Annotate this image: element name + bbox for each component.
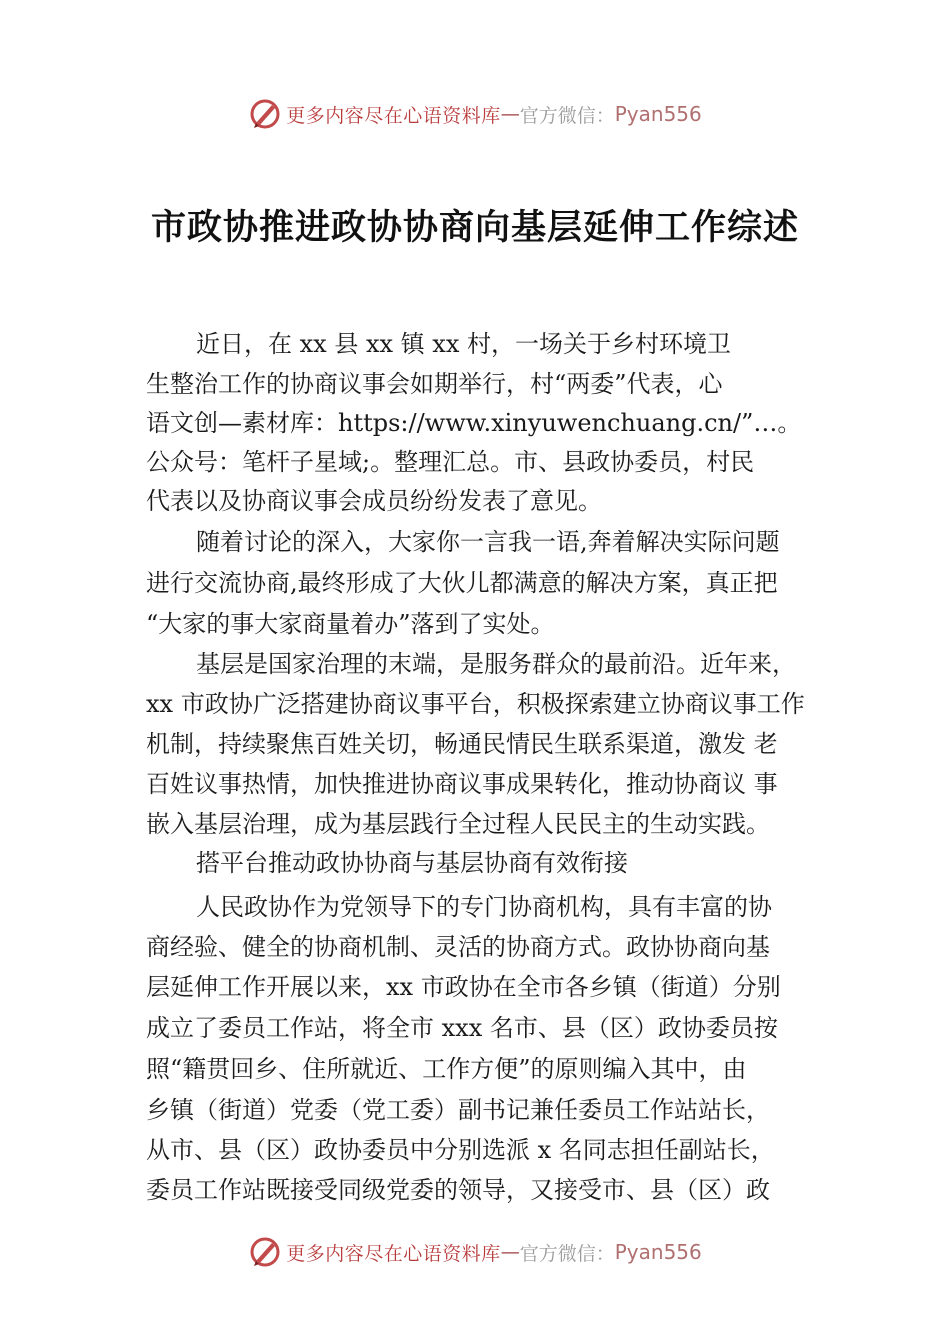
body-line: 委员工作站既接受同级党委的领导，又接受市、县（区）政 xyxy=(146,1176,770,1204)
body-line: 百姓议事热情，加快推进协商议事成果转化，推动协商议 事 xyxy=(146,770,778,798)
header-wechat-label: 官方微信： xyxy=(519,104,615,127)
body-line: 近日，在 xx 县 xx 镇 xx 村，一场关于乡村环境卫 xyxy=(196,330,731,358)
body-line: 乡镇（街道）党委（党工委）副书记兼任委员工作站站长， xyxy=(146,1096,770,1124)
body-line: 进行交流协商,最终形成了大伙儿都满意的解决方案，真正把 xyxy=(146,569,778,597)
header-site-text: 更多内容尽在心语资料库 xyxy=(286,104,501,127)
body-line: 基层是国家治理的末端，是服务群众的最前沿。近年来， xyxy=(196,650,796,678)
body-line: 成立了委员工作站，将全市 xxx 名市、县（区）政协委员按 xyxy=(146,1014,778,1042)
body-line: 代表以及协商议事会成员纷纷发表了意见。 xyxy=(146,487,602,515)
pen-logo-icon xyxy=(248,97,282,131)
body-line: 从市、县（区）政协委员中分别选派 x 名同志担任副站长， xyxy=(146,1136,775,1164)
footer-site-text: 更多内容尽在心语资料库 xyxy=(286,1242,501,1265)
body-line: xx 市政协广泛搭建协商议事平台，积极探索建立协商议事工作 xyxy=(146,690,805,718)
body-line: 公众号：笔杆子星域;。整理汇总。市、县政协委员，村民 xyxy=(146,448,755,476)
document-title: 市政协推进政协协商向基层延伸工作综述 xyxy=(150,207,799,248)
header-banner xyxy=(0,94,950,134)
body-line: 生整治工作的协商议事会如期举行，村“两委”代表，心 xyxy=(146,370,723,398)
pen-logo-icon xyxy=(248,1235,282,1269)
footer-banner xyxy=(0,1232,950,1272)
body-line: 嵌入基层治理，成为基层践行全过程人民民主的生动实践。 xyxy=(146,810,770,838)
section-heading: 搭平台推动政协协商与基层协商有效衔接 xyxy=(196,849,628,877)
body-line: 机制，持续聚焦百姓关切，畅通民情民生联系渠道，激发 老 xyxy=(146,730,778,758)
footer-wechat-label: 官方微信： xyxy=(519,1242,615,1265)
body-line: “大家的事大家商量着办”落到了实处。 xyxy=(146,610,555,638)
body-line: 人民政协作为党领导下的专门协商机构，具有丰富的协 xyxy=(196,893,772,921)
footer-dash: — xyxy=(500,1241,520,1263)
header-dash: — xyxy=(500,103,520,125)
body-line: 语文创—素材库：https://www.xinyuwenchuang.cn/”…。 xyxy=(146,409,802,437)
body-line: 层延伸工作开展以来，xx 市政协在全市各乡镇（街道）分别 xyxy=(146,973,781,1001)
body-line: 随着讨论的深入，大家你一言我一语,奔着解决实际问题 xyxy=(196,528,780,556)
body-line: 照“籍贯回乡、住所就近、工作方便”的原则编入其中，由 xyxy=(146,1055,747,1083)
footer-wechat-id: Pyan556 xyxy=(614,1240,702,1264)
body-line: 商经验、健全的协商机制、灵活的协商方式。政协协商向基 xyxy=(146,933,770,961)
header-wechat-id: Pyan556 xyxy=(614,102,702,126)
